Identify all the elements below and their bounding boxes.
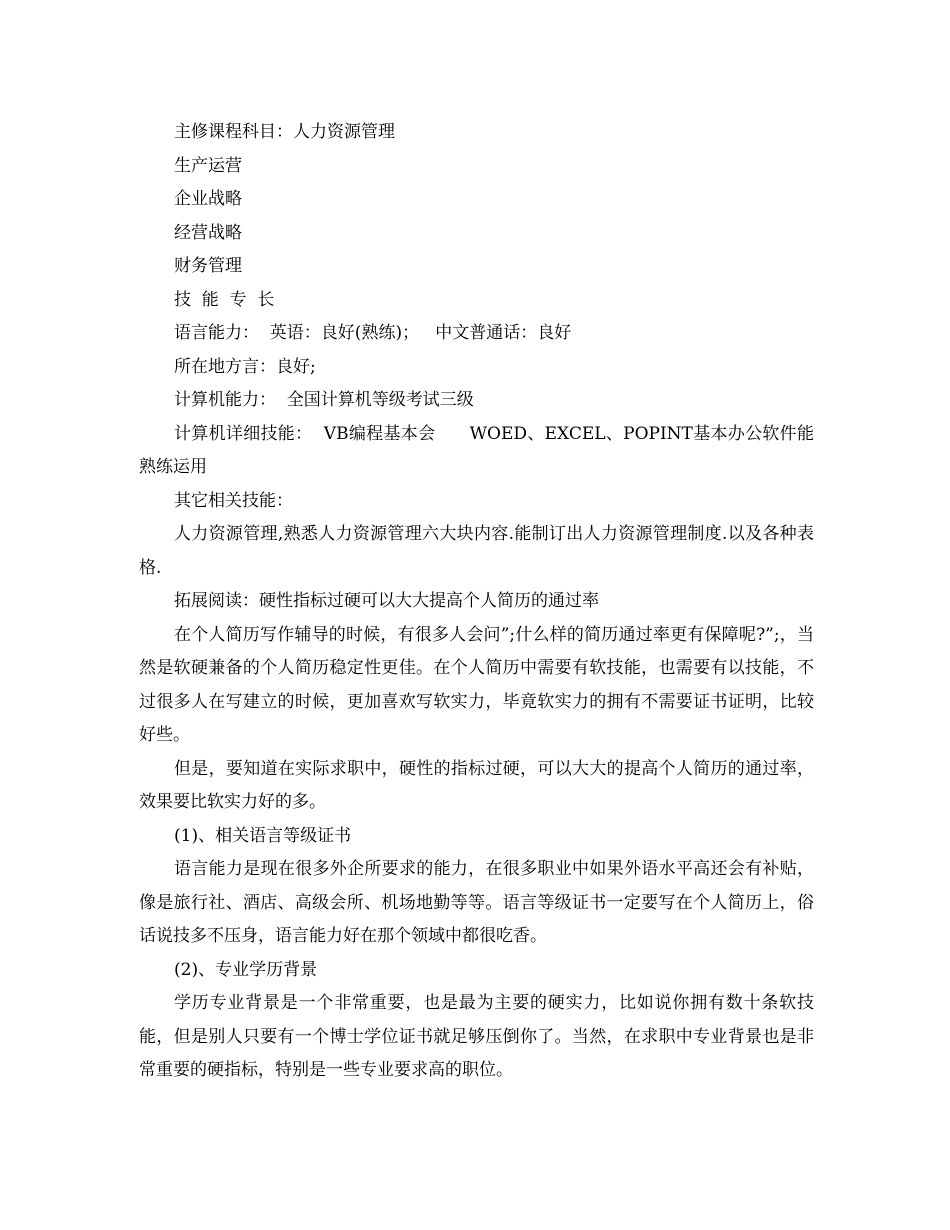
- paragraph-computer-ability: 计算机能力： 全国计算机等级考试三级: [174, 390, 474, 410]
- paragraph-soft-hard-skills: 在个人简历写作辅导的时候，有很多人会问”;什么样的简历通过率更有保障呢?”;，当然是软硬兼备的个人简历稳定性更佳。在个人简历中需要有软技能，也需要有以技能，不过很多人在写建立的时候，更加喜欢写软实力，毕竟软实力的拥有不需要证书证明，比较好些。: [139, 624, 814, 745]
- paragraph-hr-skills: 人力资源管理,熟悉人力资源管理六大块内容.能制订出人力资源管理制度.以及各种表格.: [139, 524, 814, 578]
- paragraph-education-background: 学历专业背景是一个非常重要，也是最为主要的硬实力，比如说你拥有数十条软技能，但是别人只要有一个博士学位证书就足够压倒你了。当然，在求职中专业背景也是非常重要的硬指标，特别是一些专业要求高的职位。: [139, 993, 814, 1080]
- paragraph-major-courses: 主修课程科目：人力资源管理: [174, 122, 395, 142]
- paragraph-other-skills-label: 其它相关技能：: [174, 490, 293, 511]
- paragraph-course-enterprise-strategy: 企业战略: [174, 189, 242, 209]
- paragraph-hard-indicators: 但是，要知道在实际求职中，硬性的指标过硬，可以大大的提高个人简历的通过率，效果要比软实力好的多。: [139, 758, 814, 812]
- paragraph-computer-skills-detail: 计算机详细技能： VB编程基本会 WOED、EXCEL、POPINT基本办公软件能熟练运用: [139, 423, 814, 477]
- paragraph-course-finance: 财务管理: [174, 256, 242, 276]
- paragraph-extended-reading-title: 拓展阅读：硬性指标过硬可以大大提高个人简历的通过率: [174, 591, 599, 611]
- paragraph-language-ability: 语言能力： 英语：良好(熟练)； 中文普通话：良好: [174, 323, 572, 343]
- paragraph-language-certificates: 语言能力是现在很多外企所要求的能力，在很多职业中如果外语水平高还会有补贴，像是旅行社、酒店、高级会所、机场地勤等等。语言等级证书一定要写在个人简历上，俗话说技多不压身，语言能力好在那个领域中都很吃香。: [139, 859, 814, 946]
- paragraph-dialect: 所在地方言：良好;: [174, 356, 316, 377]
- subheading-education-background: (2)、专业学历背景: [174, 959, 318, 980]
- paragraph-course-business-strategy: 经营战略: [174, 222, 242, 243]
- document-body: [139, 116, 814, 1088]
- section-heading-skills: 技 能 专 长: [174, 289, 275, 310]
- paragraph-course-production: 生产运营: [174, 155, 242, 176]
- subheading-language-certificates: (1)、相关语言等级证书: [174, 825, 352, 846]
